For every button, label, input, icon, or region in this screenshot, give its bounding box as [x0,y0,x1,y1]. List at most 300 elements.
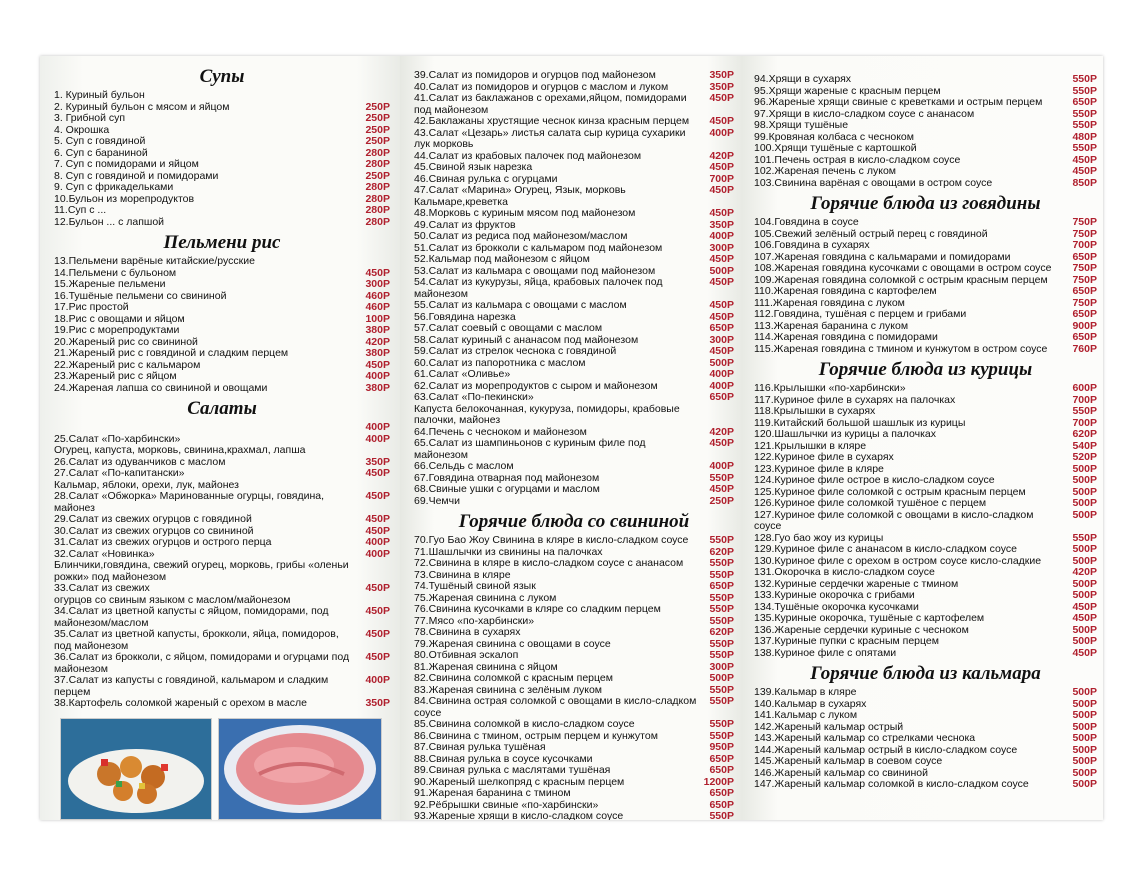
menu-item-price: 350Р [365,697,390,709]
menu-panel-middle [400,56,742,820]
menu-item-name: 84.Свинина острая соломкой с овощами в кисло-сладком соусе [414,695,697,719]
menu-item-name: 100.Хрящи тушёные с картошкой [754,142,917,154]
menu-item-price: 500Р [1072,766,1097,779]
menu-item-price: 500Р [1072,743,1097,756]
menu-item [754,687,1097,699]
menu-item-price: 550Р [1072,142,1097,154]
menu-item [414,558,734,570]
menu-item-name: 52.Кальмар под майонезом с яйцом [414,253,590,265]
menu-item-name: 77.Мясо «по-харбински» [414,614,535,627]
menu-item [54,652,390,675]
menu-item-price: 380Р [365,381,390,394]
menu-item-price: 400Р [365,547,390,560]
menu-item-price: 650Р [709,391,734,403]
menu-item-name: 110.Жареная говядина с картофелем [754,285,937,297]
menu-item-name: 26.Салат из одуванчиков с маслом [54,455,226,468]
menu-item [414,627,734,639]
menu-item [414,696,734,719]
menu-item-price: 900Р [1072,319,1097,332]
menu-item-price: 550Р [1072,73,1097,85]
menu-item-price: 650Р [709,787,734,799]
menu-item-name: 122.Куриное филе в сухарях [754,451,894,463]
menu-item-name: 68.Свиные ушки с огурцами и маслом [414,483,600,495]
section-title: Горячие блюда из говядины [810,193,1041,214]
menu-item-name: 116.Крылышки «по-харбински» [754,382,906,394]
menu-item-name: 95.Хрящи жареные с красным перцем [754,84,941,97]
menu-item-price: 550Р [709,471,734,484]
menu-item-name: 55.Салат из кальмара с овощами с маслом [414,299,627,311]
menu-item-name: 27.Салат «По-капитански» Кальмар, яблоки, орехи, лук, майонез [54,467,239,491]
menu-item [754,143,1097,155]
menu-item-price: 400Р [709,460,734,472]
menu-item-name: 28.Салат «Обжорка» Маринованные огурцы, говядина, майонез [54,490,325,514]
menu-item-price: 300Р [709,660,734,673]
menu-item-price: 450Р [1072,165,1097,177]
menu-item-name: 64.Печень с чесноком и майонезом [414,425,587,438]
menu-item-price: 500Р [1072,554,1097,567]
food-photo [218,718,382,820]
menu-item [414,392,734,427]
menu-item-price: 550Р [709,637,734,650]
menu-item-price: 650Р [1072,250,1097,263]
menu-item-price: 250Р [365,169,390,182]
menu-item-name: 70.Гуо Бао Жоу Свинина в кляре в кисло-сладком соусе [414,534,689,546]
menu-item-name: 134.Тушёные окорочка кусочками [754,600,919,613]
menu-item-price: 400Р [709,379,734,392]
menu-item [414,581,734,593]
menu-item [414,208,734,220]
menu-item-price: 400Р [365,432,390,445]
menu-item-name: 50.Салат из редиса под майонезом/маслом [414,230,628,242]
menu-item [414,128,734,151]
menu-item [754,452,1097,464]
menu-item [54,549,390,584]
menu-item-name: 131.Окорочка в кисло-сладком соусе [754,566,935,578]
menu-item-name: 90.Жареный шелкопряд с красным перцем [414,775,625,788]
menu-item [754,429,1097,441]
menu-item-name: 45.Свиной язык нарезка [414,161,533,173]
menu-item-name: 57.Салат соевый с овощами с маслом [414,322,603,334]
menu-item-price: 420Р [709,425,734,438]
menu-item-name: 88.Свиная рулька в соусе кусочками [414,752,593,765]
menu-item-name: 29.Салат из свежих огурцов с говядиной [54,513,252,525]
menu-item-name: 4. Окрошка [54,123,110,136]
menu-item-name: 118.Крылышки в сухарях [754,405,876,417]
menu-item-name: 114.Жареная говядина с помидорами [754,331,938,343]
menu-item-price: 620Р [709,545,734,558]
menu-item-price: 500Р [1072,589,1097,601]
menu-item-name: 71.Шашлычки из свинины на палочках [414,545,603,558]
menu-item-name: 98.Хрящи тушёные [754,119,849,131]
menu-item-price: 620Р [709,626,734,638]
menu-item-name: 34.Салат из цветной капусты с яйцом, помидорами, под майонезом/маслом [54,605,329,629]
menu-item-price: 450Р [365,628,390,640]
menu-item-price: 500Р [1072,508,1097,521]
menu-item-price: 400Р [709,230,734,242]
menu-item-price: 550Р [709,603,734,615]
menu-item-price: 300Р [365,278,390,290]
menu-item-price: 500Р [1072,720,1097,733]
menu-item-price: 550Р [709,591,734,604]
menu-item-name: 81.Жареная свинина с яйцом [414,660,558,673]
menu-item-name: 44.Салат из крабовых палочек под майонезом [414,149,642,162]
menu-item [754,475,1097,487]
menu-item-price: 500Р [1072,474,1097,486]
menu-item [414,438,734,461]
menu-item-name: 75.Жареная свинина с луком [414,591,557,604]
menu-item-price: 300Р [709,333,734,346]
menu-item-name: 35.Салат из цветной капусты, брокколи, яйца, помидоров, под майонезом [54,628,339,652]
menu-item-name: 94.Хрящи в сухарях [754,73,852,85]
menu-item-name: 127.Куриное филе соломкой с овощами в кисло-сладком соусе [754,508,1034,532]
menu-item-price: 450Р [1072,600,1097,613]
menu-item-name: 91.Жареная баранина с тмином [414,787,571,799]
menu-item-name: 137.Куриные пупки с красным перцем [754,635,939,647]
menu-item [414,277,734,300]
menu-item-price: 450Р [365,490,390,502]
menu-item-name: 59.Салат из стрелок чеснока с говядиной [414,345,617,357]
menu-item [754,309,1097,321]
menu-item-price: 500Р [1072,577,1097,590]
menu-item [54,514,390,526]
menu-item-name: 123.Куриное филе в кляре [754,462,884,475]
menu-item-name: 121.Крылышки в кляре [754,439,867,452]
menu-item-price: 250Р [709,494,734,507]
menu-item-price: 450Р [709,184,734,196]
menu-item-name: 117.Куриное филе в сухарях на палочках [754,393,956,406]
menu-item-price: 400Р [709,368,734,380]
menu-item-price: 450Р [709,345,734,357]
menu-item-name: 20.Жареный рис со свининой [54,335,198,348]
menu-item-name: 136.Жареные сердечки куриные с чесноком [754,623,969,636]
menu-item [754,779,1097,791]
menu-item-name: 31.Салат из свежих огурцов и острого перца [54,536,272,548]
menu-item [414,604,734,616]
menu-item [754,166,1097,178]
menu-item-price: 1200Р [703,775,734,788]
menu-item-price: 750Р [1072,262,1097,274]
menu-item-name: 86.Свинина с тмином, острым перцем и кунжутом [414,729,658,742]
menu-item-price: 550Р [709,810,734,820]
menu-item [414,673,734,685]
menu-item-price: 250Р [365,135,390,147]
menu-item-name: 2. Куриный бульон с мясом и яйцом [54,100,230,113]
menu-item [754,710,1097,722]
menu-item-name: 83.Жареная свинина с зелёным луком [414,683,603,696]
menu-item-price: 280Р [365,158,390,170]
menu-item-name: 17.Рис простой [54,301,129,313]
menu-item [54,371,390,383]
menu-item-price: 500Р [1072,623,1097,636]
menu-item-price: 750Р [1072,216,1097,228]
menu-item [754,498,1097,510]
menu-item-name: 113.Жареная баранина с луком [754,319,909,332]
menu-item-price: 450Р [709,253,734,265]
menu-item [54,205,390,217]
menu-item-price: 500Р [1072,732,1097,744]
menu-item [414,484,734,496]
section-title: Салаты [187,398,257,419]
menu-item-price: 450Р [365,358,390,371]
menu-item-name: 22.Жареный рис с кальмаром [54,358,201,371]
menu-item-name: 51.Салат из брокколи с кальмаром под майонезом [414,241,663,254]
menu-item-name: 144.Жареный кальмар острый в кисло-сладком соусе [754,743,1018,756]
menu-item [414,231,734,243]
menu-item-name: 104.Говядина в соусе [754,216,859,228]
menu-item-name: 39.Салат из помидоров и огурцов под майонезом [414,69,656,81]
menu-item-price: 520Р [1072,451,1097,463]
menu-item-name: 138.Куриное филе с опятами [754,646,897,659]
menu-item-price: 450Р [365,513,390,525]
section-title: Супы [199,66,245,87]
menu-item-name: 41.Салат из баклажанов с орехами,яйцом, помидорами под майонезом [414,92,687,116]
menu-item [754,217,1097,229]
menu-item-name: 40.Салат из помидоров и огурцов с маслом и луком [414,80,669,93]
menu-panel-left [40,56,400,820]
menu-item-price: 500Р [709,264,734,277]
menu-item-name: 36.Салат из брокколи, с яйцом, помидорами и огурцами под майонезом [54,651,350,675]
menu-item-name: 79.Жареная свинина с овощами в соусе [414,637,611,650]
menu-item-price: 550Р [1072,119,1097,131]
menu-item-name: 14.Пельмени с бульоном [54,266,177,279]
menu-item-price: 400Р [709,126,734,139]
menu-item-price: 500Р [709,672,734,684]
menu-item [414,811,734,820]
menu-item-name: 48.Морковь с куриным мясом под майонезом [414,207,636,219]
menu-item-price: 280Р [365,204,390,216]
menu-item [54,422,390,434]
menu-item-price: 450Р [1072,153,1097,166]
menu-item [54,256,390,268]
menu-item-price: 550Р [709,568,734,581]
menu-item-name: 1. Куриный бульон [54,89,145,101]
menu-item-price: 250Р [365,123,390,136]
menu-item-name: 3. Грибной суп [54,112,126,124]
food-photo [60,718,212,820]
menu-item-name: 42.Баклажаны хрустящие чеснок кинза красным перцем [414,115,690,127]
menu-item-name: 106.Говядина в сухарях [754,239,870,251]
menu-item-price: 760Р [1072,342,1097,355]
menu-item [414,162,734,174]
menu-item-name: 97.Хрящи в кисло-сладком соусе с ананасом [754,107,975,120]
menu-item-name: 80.Отбивная эскалоп [414,649,519,661]
menu-item-price: 480Р [1072,130,1097,143]
menu-item-name: 56.Говядина нарезка [414,310,516,323]
menu-item-price: 250Р [365,112,390,124]
menu-item-price: 950Р [709,741,734,753]
menu-item-price: 500Р [1072,635,1097,647]
menu-item-price: 450Р [365,651,390,663]
menu-item-name: 13.Пельмени варёные китайские/русские [54,255,255,267]
menu-item-name: 7. Суп с помидорами и яйцом [54,158,199,170]
menu-item [414,496,734,508]
menu-item-name: 49.Салат из фруктов [414,218,516,231]
menu-item-name: 126.Куриное филе соломкой тушёное с перцем [754,497,987,509]
menu-item-price: 450Р [709,437,734,449]
menu-item-price: 450Р [709,483,734,495]
menu-item-price: 350Р [709,218,734,231]
menu-item-price: 600Р [1072,382,1097,394]
menu-item [414,650,734,662]
menu-item-price: 750Р [1072,227,1097,240]
menu-item [754,544,1097,556]
menu-item-price: 550Р [1072,531,1097,544]
menu-item [754,332,1097,344]
menu-item-name: 61.Салат «Оливье» [414,368,511,380]
menu-item [754,567,1097,579]
menu-item-price: 700Р [709,172,734,185]
menu-item-name: 6. Суп с бараниной [54,146,148,159]
menu-item-price: 500Р [1072,778,1097,790]
menu-item [414,461,734,473]
menu-item [754,613,1097,625]
menu-item [54,136,390,148]
menu-item-price: 700Р [1072,393,1097,406]
menu-item-name: 66.Сельдь с маслом [414,460,514,472]
menu-item-name: 37.Салат из капусты с говядиной, кальмаром и сладким перцем [54,674,329,698]
menu-item-price: 850Р [1072,176,1097,189]
menu-item-name: 12.Бульон ... с лапшой [54,215,165,228]
menu-item-price: 450Р [709,207,734,219]
section-title: Горячие блюда со свининой [458,511,690,532]
menu-item [54,159,390,171]
menu-item-price: 250Р [365,100,390,113]
menu-item [54,348,390,360]
menu-item-name: 63.Салат «По-пекински» Капуста белокочанная, кукуруза, помидоры, крабовые палочки, майонез [414,391,680,426]
menu-item-price: 400Р [365,536,390,548]
menu-item-price: 500Р [1072,497,1097,509]
menu-item [754,406,1097,418]
menu-item-name: 87.Свиная рулька тушёная [414,741,546,753]
menu-item-name: 115.Жареная говядина с тмином и кунжутом в остром соусе [754,342,1048,355]
menu-item-name: 43.Салат «Цезарь» листья салата сыр курица сухарики лук морковь [414,126,686,150]
menu-item-name: 18.Рис с овощами и яйцом [54,312,185,325]
menu-item-name: 108.Жареная говядина кусочками с овощами в остром соусе [754,262,1052,274]
menu-item-name: 47.Салат «Марина» Огурец, Язык, морковь Кальмаре,креветка [414,184,626,208]
menu-item [54,182,390,194]
menu-item [414,116,734,128]
menu-item-name: 73.Свинина в кляре [414,568,511,581]
menu-item-name: 72.Свинина в кляре в кисло-сладком соусе с ананасом [414,557,684,569]
menu-item-price: 450Р [709,115,734,127]
menu-item-name: 5. Суп с говядиной [54,135,146,147]
menu-item-name: 93.Жареные хрящи в кисло-сладком соусе [414,810,624,820]
menu-item-price: 500Р [1072,697,1097,710]
menu-item [54,325,390,337]
menu-item-price: 400Р [365,370,390,382]
menu-item-name: 129.Куриное филе с ананасом в кисло-сладком соусе [754,543,1017,555]
menu-item [414,765,734,777]
menu-item-name: 143.Жареный кальмар со стрелками чеснока [754,732,976,744]
menu-item-price: 380Р [365,347,390,359]
menu-item-name: 89.Свиная рулька с маслятами тушёная [414,764,611,776]
menu-item-price: 550Р [709,729,734,742]
menu-item-name: 30.Салат из свежих огурцов со свининой [54,524,254,537]
menu-item-price: 550Р [709,557,734,569]
menu-item-name: 101.Печень острая в кисло-сладком соусе [754,153,961,166]
menu-item-price: 460Р [365,301,390,313]
menu-item-price: 380Р [365,324,390,336]
menu-item-name: 111.Жареная говядина с луком [754,296,905,309]
menu-item-name: 65.Салат из шампиньонов с куриным филе под майонезом [414,437,646,461]
menu-item-price: 750Р [1072,296,1097,309]
menu-item-price: 450Р [1072,646,1097,659]
menu-item-name: 8. Суп с говядиной и помидорами [54,169,219,182]
menu-item-name: 135.Куриные окорочка, тушёные с картофелем [754,612,985,624]
menu-item [754,636,1097,648]
menu-item [754,590,1097,602]
menu-item-name: 102.Жареная печень с луком [754,165,896,177]
menu-item-name: 78.Свинина в сухарях [414,626,521,638]
menu-item-name: 139.Кальмар в кляре [754,686,857,698]
menu-item-name: 21.Жареный рис с говядиной и сладким перцем [54,347,289,359]
menu-item [414,719,734,731]
menu-item [54,491,390,514]
menu-item [754,648,1097,660]
menu-item-name: 74.Тушёный свиной язык [414,580,536,592]
menu-item-price: 750Р [1072,273,1097,286]
menu-item-price: 550Р [709,534,734,546]
menu-item-price: 460Р [365,289,390,302]
menu-item-price: 400Р [365,421,390,433]
menu-item-price: 450Р [1072,612,1097,624]
menu-item [54,434,390,457]
menu-item [754,263,1097,275]
menu-item-name: 145.Жареный кальмар в соевом соусе [754,755,943,767]
menu-item [54,113,390,125]
menu-item-price: 650Р [1072,308,1097,320]
menu-item-price: 650Р [709,798,734,811]
menu-item-name: 107.Жареная говядина с кальмарами и помидорами [754,250,1011,263]
menu-item-name: 133.Куриные окорочка с грибами [754,589,915,601]
menu-item-name: 23.Жареный рис с яйцом [54,370,177,382]
menu-item-name: 96.Жареные хрящи свиные с креветками и острым перцем [754,96,1043,108]
menu-item [754,240,1097,252]
menu-item-price: 400Р [365,674,390,686]
menu-item-price: 420Р [365,335,390,348]
menu-item-name: 105.Свежий зелёный острый перец с говядиной [754,227,988,240]
menu-item-name: 67.Говядина отварная под майонезом [414,471,600,484]
menu-item-name: 69.Чемчи [414,494,460,507]
menu-item [754,344,1097,356]
menu-item-price: 540Р [1072,439,1097,452]
menu-item-name: 15.Жареные пельмени [54,278,166,290]
menu-item-name: 124.Куриное филе острое в кисло-сладком соусе [754,474,995,486]
menu-item [754,120,1097,132]
menu-item [54,468,390,491]
menu-item [414,346,734,358]
menu-item-name: 120.Шашлычки из курицы а палочках [754,428,936,440]
menu-item-price: 100Р [365,312,390,325]
menu-item-price: 500Р [1072,686,1097,698]
menu-item-price: 500Р [1072,485,1097,498]
menu-item-name: 99.Кровяная колбаса с чесноком [754,130,914,143]
menu-item [54,90,390,102]
menu-item-price: 280Р [365,146,390,159]
menu-item-name: 140.Кальмар в сухарях [754,697,867,710]
menu-item-name: 25.Салат «По-харбински» Огурец, капуста, морковь, свинина,крахмал, лапша [54,432,306,456]
menu-item-price: 300Р [709,241,734,254]
menu-item-name: 85.Свинина соломкой в кисло-сладком соусе [414,718,635,730]
menu-item-name: 38.Картофель соломкой жареный с орехом в масле [54,697,307,709]
menu-item [54,606,390,629]
menu-item-price: 450Р [709,276,734,288]
menu-item-price: 350Р [709,80,734,93]
menu-item-name: 82.Свинина соломкой с красным перцем [414,672,613,684]
menu-item [414,93,734,116]
menu-item-price: 650Р [709,580,734,592]
menu-item [54,217,390,229]
